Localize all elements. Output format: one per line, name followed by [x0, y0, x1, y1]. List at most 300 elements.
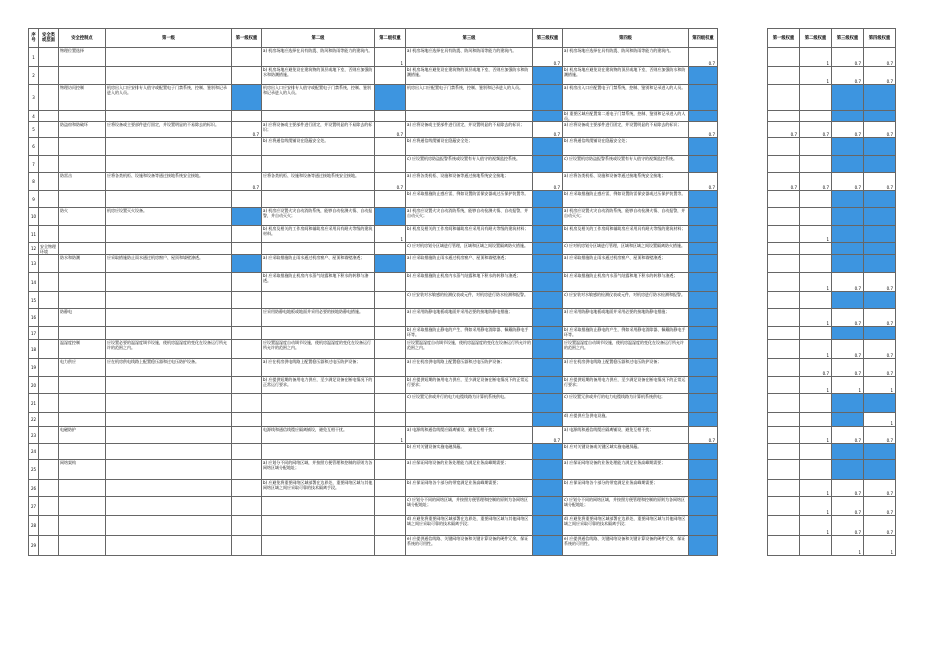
control-point — [59, 111, 106, 122]
summary-weight-2 — [800, 460, 832, 480]
summary-weight-2 — [800, 536, 832, 556]
level4-weight: 0.7 — [689, 173, 718, 191]
category-cell — [39, 480, 59, 497]
control-point — [59, 138, 106, 156]
level1-weight — [232, 226, 262, 243]
level4-text: b) 机房及相关的工作房间和辅助房应采用具有耐火等级的建筑材料； — [563, 226, 689, 243]
summary-weight-2 — [800, 444, 832, 460]
level4-weight — [689, 111, 718, 122]
level2-weight — [375, 444, 406, 460]
level4-text: a) 应将各类机柜、设施和设备等通过接地系统安全接地； — [563, 173, 689, 191]
level1-text — [106, 536, 232, 556]
category-cell — [39, 394, 59, 413]
category-cell — [39, 226, 59, 243]
level2-text: a) 应在机房供电线路上配置稳压器和过电压防护设备； — [262, 359, 375, 377]
level1-weight: 0.7 — [232, 122, 262, 138]
summary-weight-1 — [768, 208, 800, 226]
row-number: 10 — [29, 208, 39, 226]
row-number: 27 — [29, 497, 39, 516]
level2-text — [262, 327, 375, 340]
column-header: 安全控制点 — [59, 29, 106, 48]
spacer — [718, 138, 768, 156]
summary-weight-3 — [832, 226, 864, 243]
level2-weight — [375, 359, 406, 377]
level2-text: b) 应避免将重要网络区域部署在边界处，重要网络区域与其他网络区域之间应采取可靠的技术隔离手段。 — [262, 480, 375, 497]
table-row — [29, 427, 896, 444]
level4-weight — [689, 243, 718, 255]
level4-text: 应设置温湿度自动调节设施，使机房温湿度的变化在设备运行所允许的范围之内。 — [563, 340, 689, 359]
column-header: 第一级权重 — [232, 29, 262, 48]
level2-weight: 0.7 — [375, 122, 406, 138]
spacer — [718, 273, 768, 292]
spacer — [718, 497, 768, 516]
level2-weight — [375, 394, 406, 413]
level3-weight — [533, 516, 563, 536]
level3-weight — [533, 359, 563, 377]
row-number: 14 — [29, 273, 39, 292]
summary-weight-2: 0.7 — [800, 173, 832, 191]
level2-weight — [375, 327, 406, 340]
level4-text: c) 应设置机房防盗报警系统或设置有专人值守的视频监控系统。 — [563, 156, 689, 173]
level1-weight — [232, 67, 262, 85]
column-header — [718, 29, 768, 48]
summary-weight-3: 0.7 — [832, 516, 864, 536]
summary-weight-4 — [864, 111, 896, 122]
row-number: 7 — [29, 156, 39, 173]
category-cell — [39, 444, 59, 460]
category-cell — [39, 327, 59, 340]
level1-weight: 0.7 — [232, 173, 262, 191]
control-point: 物理访问控制 — [59, 85, 106, 111]
level4-text: c) 应划分不同的网络区域，并按照方便管理和控制的原则为各网络区域分配地址； — [563, 497, 689, 516]
control-point — [59, 377, 106, 394]
summary-weight-2: 1 — [800, 309, 832, 327]
level3-text: b) 应采取措施防止感应雷，例如设置防雷保安器或过压保护装置等。 — [406, 191, 533, 208]
control-point — [59, 67, 106, 85]
summary-weight-4 — [864, 255, 896, 273]
summary-weight-1 — [768, 427, 800, 444]
category-cell — [39, 138, 59, 156]
level4-text: a) 机房场地应选择在具有防震、防风和防雨等能力的建筑内。 — [563, 48, 689, 67]
level2-text: 应设置温湿度自动调节设施，使机房温湿度的变化在设备运行所允许的范围之内。 — [262, 340, 375, 359]
level4-weight — [689, 309, 718, 327]
row-number: 22 — [29, 413, 39, 427]
row-number: 3 — [29, 85, 39, 111]
level4-text: b) 机房场地应避免设在建筑物的顶层或地下室，否则应加强防水和防潮措施。 — [563, 67, 689, 85]
summary-weight-1 — [768, 516, 800, 536]
control-point: 防静电 — [59, 309, 106, 327]
table-row — [29, 480, 896, 497]
summary-weight-3 — [832, 460, 864, 480]
table-row — [29, 67, 896, 85]
control-point: 电磁防护 — [59, 427, 106, 444]
level2-weight — [375, 191, 406, 208]
level4-weight: 0.7 — [689, 427, 718, 444]
level1-text — [106, 292, 232, 309]
row-number: 25 — [29, 460, 39, 480]
summary-weight-3: 0.7 — [832, 309, 864, 327]
summary-weight-2 — [800, 255, 832, 273]
table-row — [29, 85, 896, 111]
spacer — [718, 480, 768, 497]
level2-text: a) 机房应设置火灾自动消防系统，能够自动检测火情、自动报警，并自动灭火； — [262, 208, 375, 226]
level4-text: a) 机房出入口应配置电子门禁系统，控制、鉴别和记录进入的人员。 — [563, 85, 689, 111]
level4-weight — [689, 156, 718, 173]
category-cell — [39, 122, 59, 138]
level3-text: b) 应采取措施防止静电的产生，例如采用静电消除器、佩戴防静电手环等。 — [406, 327, 533, 340]
level1-text — [106, 243, 232, 255]
level1-weight — [232, 413, 262, 427]
category-cell: 安全物理环境 — [39, 243, 59, 255]
level1-weight — [232, 536, 262, 556]
spacer — [718, 444, 768, 460]
control-point — [59, 516, 106, 536]
level3-weight — [533, 413, 563, 427]
level1-weight — [232, 191, 262, 208]
level3-weight — [533, 480, 563, 497]
level1-text — [106, 516, 232, 536]
summary-weight-1 — [768, 444, 800, 460]
level1-weight — [232, 255, 262, 273]
summary-weight-1 — [768, 273, 800, 292]
level3-weight: 0.7 — [533, 173, 563, 191]
level1-text: 机房出入口应安排专人值守或配置电子门禁系统，控制、鉴别和记录进入的人员。 — [106, 85, 232, 111]
level2-weight — [375, 460, 406, 480]
summary-weight-4 — [864, 460, 896, 480]
level2-text: 机房出入口应安排专人值守或配置电子门禁系统，控制、鉴别和记录进入的人员。 — [262, 85, 375, 111]
summary-weight-4: 0.7 — [864, 309, 896, 327]
table-row — [29, 413, 896, 427]
category-cell — [39, 292, 59, 309]
category-cell — [39, 48, 59, 67]
level3-weight — [533, 85, 563, 111]
control-point: 物理位置选择 — [59, 48, 106, 67]
summary-weight-2 — [800, 208, 832, 226]
category-cell — [39, 536, 59, 556]
table-row — [29, 122, 896, 138]
level1-text: 应采取措施防止雨水通过机房窗户、屋顶和墙壁渗透。 — [106, 255, 232, 273]
spacer — [718, 173, 768, 191]
level3-text: a) 机房应设置火灾自动消防系统，能够自动检测火情、自动报警，并自动灭火； — [406, 208, 533, 226]
row-number: 24 — [29, 444, 39, 460]
category-cell — [39, 156, 59, 173]
table-row — [29, 536, 896, 556]
level1-weight — [232, 340, 262, 359]
level2-text: b) 应采取措施防止机房内水蒸气结露和地下积水的转移与渗透。 — [262, 273, 375, 292]
level3-text: 机房出入口应配置电子门禁系统，控制、鉴别和记录进入的人员。 — [406, 85, 533, 111]
summary-weight-3 — [832, 191, 864, 208]
level2-text — [262, 497, 375, 516]
row-number: 4 — [29, 111, 39, 122]
summary-weight-4 — [864, 327, 896, 340]
summary-weight-4: 0.7 — [864, 340, 896, 359]
level4-weight — [689, 327, 718, 340]
control-point: 防盗窃和防破坏 — [59, 122, 106, 138]
level3-weight — [533, 460, 563, 480]
spacer — [718, 226, 768, 243]
level1-text — [106, 444, 232, 460]
level4-text: a) 应保证网络设备的业务处理能力满足业务高峰期需要； — [563, 460, 689, 480]
summary-weight-4 — [864, 292, 896, 309]
level4-text: c) 应设置冗余或并行的电力电缆线路为计算机系统供电； — [563, 394, 689, 413]
level3-weight — [533, 226, 563, 243]
spacer — [718, 243, 768, 255]
row-number: 1 — [29, 48, 39, 67]
summary-weight-1 — [768, 309, 800, 327]
level2-text — [262, 394, 375, 413]
level4-text: b) 应采取措施防止静电的产生，例如采用静电消除器、佩戴防静电手环等。 — [563, 327, 689, 340]
level3-text: a) 应保证网络设备的业务处理能力满足业务高峰期需要； — [406, 460, 533, 480]
level3-text: b) 应保证网络各个部分的带宽满足业务高峰期需要； — [406, 480, 533, 497]
level3-weight: 0.7 — [533, 427, 563, 444]
summary-weight-2: 1 — [800, 427, 832, 444]
level1-weight — [232, 138, 262, 156]
level2-text: b) 应提供短期的备用电力供应，至少满足设备在断电情况下的正常运行要求。 — [262, 377, 375, 394]
category-cell — [39, 340, 59, 359]
spacer — [718, 111, 768, 122]
summary-weight-3 — [832, 156, 864, 173]
header-row — [29, 29, 896, 48]
category-cell — [39, 460, 59, 480]
row-number: 18 — [29, 340, 39, 359]
level2-weight — [375, 255, 406, 273]
row-number: 2 — [29, 67, 39, 85]
spacer — [718, 377, 768, 394]
level3-text: c) 应对机房划分区域进行管理，区域和区域之间设置隔离防火措施。 — [406, 243, 533, 255]
summary-weight-3 — [832, 208, 864, 226]
level3-weight — [533, 536, 563, 556]
spacer — [718, 413, 768, 427]
category-cell — [39, 413, 59, 427]
table-row — [29, 309, 896, 327]
level4-text: a) 应将设备或主要部件进行固定，并设置明显的不易除去的标识； — [563, 122, 689, 138]
table-row — [29, 516, 896, 536]
summary-weight-2 — [800, 85, 832, 111]
summary-weight-3: 0.7 — [832, 122, 864, 138]
category-cell — [39, 359, 59, 377]
level3-text: c) 应安装对水敏感的检测仪表或元件，对机房进行防水检测和报警。 — [406, 292, 533, 309]
summary-weight-1 — [768, 243, 800, 255]
summary-weight-2 — [800, 292, 832, 309]
summary-weight-2: 1 — [800, 497, 832, 516]
control-point — [59, 226, 106, 243]
level4-text: a) 应采取措施防止雨水通过机房窗户、屋顶和墙壁渗透； — [563, 255, 689, 273]
level3-text: b) 应将通信线缆铺设在隐蔽安全处； — [406, 138, 533, 156]
summary-weight-3: 0.7 — [832, 480, 864, 497]
level3-weight — [533, 156, 563, 173]
row-number: 19 — [29, 359, 39, 377]
summary-weight-1 — [768, 340, 800, 359]
level1-text — [106, 460, 232, 480]
level4-text: c) 应对机房划分区域进行管理，区域和区域之间设置隔离防火措施。 — [563, 243, 689, 255]
summary-weight-2 — [800, 327, 832, 340]
spacer — [718, 208, 768, 226]
table-row — [29, 327, 896, 340]
summary-weight-1: 0.7 — [768, 122, 800, 138]
level2-weight — [375, 138, 406, 156]
level4-text: b) 应采取措施防止机房内水蒸气结露和地下积水的转移与渗透； — [563, 273, 689, 292]
summary-weight-4 — [864, 444, 896, 460]
column-header: 序号 — [29, 29, 39, 48]
level4-weight — [689, 377, 718, 394]
summary-weight-4 — [864, 208, 896, 226]
control-point — [59, 394, 106, 413]
summary-weight-4: 0.7 — [864, 516, 896, 536]
table-row — [29, 48, 896, 67]
level3-weight: 0.7 — [533, 48, 563, 67]
column-header: 第四级 — [563, 29, 689, 48]
level1-weight — [232, 327, 262, 340]
spacer — [718, 460, 768, 480]
level2-weight — [375, 243, 406, 255]
level1-text — [106, 413, 232, 427]
level3-weight — [533, 340, 563, 359]
spacer — [718, 191, 768, 208]
level2-weight — [375, 309, 406, 327]
row-number: 17 — [29, 327, 39, 340]
summary-weight-4 — [864, 85, 896, 111]
level1-text — [106, 377, 232, 394]
level1-text — [106, 497, 232, 516]
summary-weight-1 — [768, 138, 800, 156]
level3-text: c) 应设置机房防盗报警系统或设置有专人值守的视频监控系统。 — [406, 156, 533, 173]
level1-text — [106, 156, 232, 173]
control-point: 电力供应 — [59, 359, 106, 377]
control-point: 防火 — [59, 208, 106, 226]
table-row — [29, 173, 896, 191]
summary-weight-4: 0.7 — [864, 122, 896, 138]
control-point — [59, 243, 106, 255]
column-header: 安全类或层面 — [39, 29, 59, 48]
level2-weight: 1 — [375, 427, 406, 444]
level2-weight: 0.7 — [375, 173, 406, 191]
level1-weight — [232, 156, 262, 173]
level3-weight: 0.7 — [533, 122, 563, 138]
summary-weight-1: 0.7 — [768, 173, 800, 191]
summary-weight-3: 0.7 — [832, 67, 864, 85]
row-number: 9 — [29, 191, 39, 208]
level4-text: d) 应提供应急供电设施。 — [563, 413, 689, 427]
level4-text: a) 电源线和通信线缆应隔离铺设，避免互相干扰； — [563, 427, 689, 444]
column-header: 第四级权重 — [864, 29, 896, 48]
category-cell — [39, 516, 59, 536]
summary-weight-2: 1 — [800, 67, 832, 85]
control-point — [59, 292, 106, 309]
level1-text: 应将设备或主要部件进行固定，并设置明显的不易除去的标识。 — [106, 122, 232, 138]
level2-weight — [375, 67, 406, 85]
summary-weight-3 — [832, 292, 864, 309]
row-number: 21 — [29, 394, 39, 413]
summary-weight-2 — [800, 111, 832, 122]
category-cell — [39, 208, 59, 226]
summary-weight-2 — [800, 191, 832, 208]
level2-weight — [375, 273, 406, 292]
level3-text: b) 应对关键设备实施电磁屏蔽。 — [406, 444, 533, 460]
summary-weight-4: 0.7 — [864, 427, 896, 444]
level2-text — [262, 536, 375, 556]
summary-weight-2: 1 — [800, 226, 832, 243]
spacer — [718, 309, 768, 327]
level4-weight — [689, 208, 718, 226]
table-row — [29, 255, 896, 273]
level4-weight — [689, 255, 718, 273]
summary-weight-4 — [864, 156, 896, 173]
spacer — [718, 359, 768, 377]
summary-weight-1 — [768, 48, 800, 67]
summary-weight-3 — [832, 111, 864, 122]
level4-text: b) 应对关键设备或关键区域实施电磁屏蔽。 — [563, 444, 689, 460]
row-number: 13 — [29, 255, 39, 273]
level4-weight — [689, 394, 718, 413]
level4-text: b) 应将通信线缆铺设在隐蔽安全处； — [563, 138, 689, 156]
level3-text — [406, 413, 533, 427]
level3-text: d) 应避免将重要网络区域部署在边界处，重要网络区域与其他网络区域之间应采取可靠的技术隔离手段； — [406, 516, 533, 536]
level3-text: a) 应采用防静电地板或地面并采用必要的接地防静电措施； — [406, 309, 533, 327]
summary-weight-4 — [864, 394, 896, 413]
level1-text — [106, 480, 232, 497]
summary-weight-1 — [768, 292, 800, 309]
category-cell — [39, 85, 59, 111]
level1-text — [106, 48, 232, 67]
level4-text: b) 应提供短期的备用电力供应，至少满足设备在断电情况下的正常运行要求； — [563, 377, 689, 394]
level4-weight — [689, 292, 718, 309]
level3-text: a) 应在机房供电线路上配置稳压器和过电压防护设备； — [406, 359, 533, 377]
level4-weight — [689, 226, 718, 243]
level3-weight — [533, 273, 563, 292]
summary-weight-3 — [832, 413, 864, 427]
level2-weight — [375, 292, 406, 309]
row-number: 29 — [29, 536, 39, 556]
row-number: 16 — [29, 309, 39, 327]
level4-weight — [689, 444, 718, 460]
summary-weight-2: 1 — [800, 516, 832, 536]
summary-weight-1 — [768, 226, 800, 243]
level3-weight — [533, 138, 563, 156]
level2-text: b) 应将通信线缆铺设在隐蔽安全处。 — [262, 138, 375, 156]
summary-weight-4 — [864, 226, 896, 243]
level1-text — [106, 111, 232, 122]
level3-text: c) 应设置冗余或并行的电力电缆线路为计算机系统供电。 — [406, 394, 533, 413]
level1-weight — [232, 273, 262, 292]
level4-weight — [689, 191, 718, 208]
level2-text — [262, 111, 375, 122]
level1-text: 机房应设置灭火设备。 — [106, 208, 232, 226]
level3-weight — [533, 309, 563, 327]
summary-weight-4: 0.7 — [864, 48, 896, 67]
summary-weight-3: 0.7 — [832, 427, 864, 444]
column-header: 第一级 — [106, 29, 232, 48]
level3-text: b) 应提供短期的备用电力供应，至少满足设备在断电情况下的正常运行要求； — [406, 377, 533, 394]
level4-weight — [689, 516, 718, 536]
control-point — [59, 444, 106, 460]
summary-weight-1 — [768, 191, 800, 208]
summary-weight-2 — [800, 243, 832, 255]
level4-text: a) 应在机房供电线路上配置稳压器和过电压防护设备； — [563, 359, 689, 377]
table-row — [29, 359, 896, 377]
level2-weight — [375, 208, 406, 226]
summary-weight-4: 0.7 — [864, 173, 896, 191]
level3-text: b) 应采取措施防止机房内水蒸气结露和地下积水的转移与渗透； — [406, 273, 533, 292]
table-row — [29, 377, 896, 394]
summary-weight-1 — [768, 480, 800, 497]
level2-text — [262, 516, 375, 536]
summary-weight-2: 1 — [800, 48, 832, 67]
level1-weight — [232, 394, 262, 413]
table-row — [29, 340, 896, 359]
summary-weight-4 — [864, 138, 896, 156]
level3-text — [406, 111, 533, 122]
level1-text: 应设置必要的温湿度调节设施，使机房温湿度的变化在设备运行所允许的范围之内。 — [106, 340, 232, 359]
